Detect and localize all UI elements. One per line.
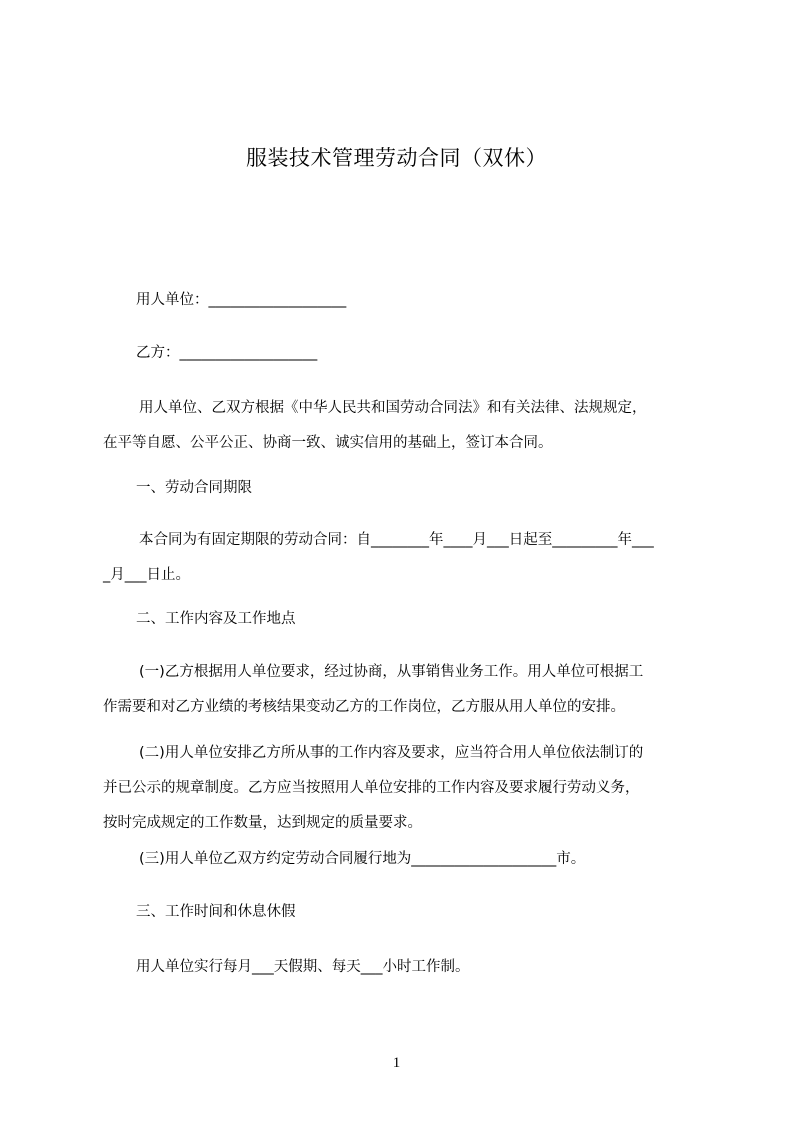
section-2-item-1-line-2: 作需要和对乙方业绩的考核结果变动乙方的工作岗位，乙方服从用人单位的安排。 <box>103 699 625 715</box>
section-2-item-2-line-1: (二)用人单位安排乙方所从事的工作内容及要求，应当符合用人单位依法制订的 <box>139 745 644 761</box>
page-number: 1 <box>392 1055 401 1071</box>
section-2-item-1 <box>103 655 693 725</box>
section-2-item-3: (三)用人单位乙双方约定劳动合同履行地为____________________市。 <box>139 851 586 867</box>
section-1-heading: 一、劳动合同期限 <box>136 480 252 496</box>
intro-line-1: 用人单位、乙双方根据《中华人民共和国劳动合同法》和有关法律、法规规定， <box>139 400 647 416</box>
section-2-heading: 二、工作内容及工作地点 <box>136 611 296 627</box>
section-1-line-2: _月___日止。 <box>103 567 190 583</box>
section-2-item-1-line-1: (一)乙方根据用人单位要求，经过协商，从事销售业务工作。用人单位可根据工 <box>139 664 644 680</box>
section-2-item-2-line-2: 并已公示的规章制度。乙方应当按照用人单位安排的工作内容及要求履行劳动义务， <box>103 780 640 796</box>
section-2-item-2 <box>103 736 693 841</box>
section-3-heading: 三、工作时间和休息休假 <box>136 904 296 920</box>
section-2-item-2-line-3: 按时完成规定的工作数量，达到规定的质量要求。 <box>103 815 422 831</box>
party-b-line: 乙方：___________________ <box>136 345 318 361</box>
section-1-paragraph <box>103 523 693 593</box>
section-3-line: 用人单位实行每月___天假期、每天___小时工作制。 <box>136 959 470 975</box>
intro-paragraph <box>103 391 693 461</box>
employer-line: 用人单位：___________________ <box>136 292 347 308</box>
document-title: 服装技术管理劳动合同（双休） <box>246 146 547 170</box>
section-1-line-1: 本合同为有固定期限的劳动合同：自________年____月___日起至_________年___ <box>139 532 654 548</box>
intro-line-2: 在平等自愿、公平公正、协商一致、诚实信用的基础上，签订本合同。 <box>103 435 553 451</box>
